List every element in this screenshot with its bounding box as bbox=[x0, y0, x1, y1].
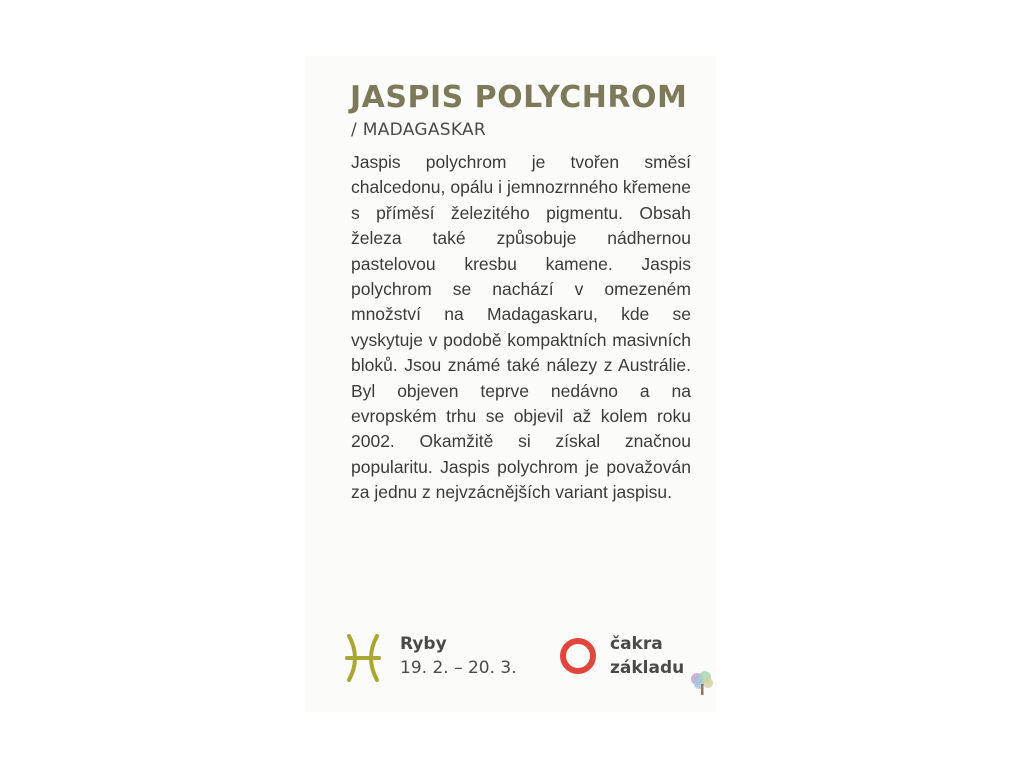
description-text: Jaspis polychrom je tvořen směsí chalcedonu, opálu i jemnozrnného křemene s příměsí železitého pigmentu. Obsah železa také způsobuje nádhernou pastelovou kresbu kamene. Jaspis polychrom se nachází v omezeném množství na Madagaskaru, kde se vyskytuje v podobě kompaktních masivních bloků. Jsou známé také nálezy z Austrálie. Byl objeven teprve nedávno a na evropském trhu se objevil až kolem roku 2002. Okamžitě si získal značnou popularitu. Jaspis polychrom je považován za jednu z nejvzácnějších variant jaspisu. bbox=[351, 152, 691, 503]
pisces-icon bbox=[343, 634, 383, 682]
page-title: JASPIS POLYCHROM bbox=[350, 80, 688, 115]
tree-icon bbox=[688, 670, 716, 696]
chakra-label-line2: základu bbox=[610, 658, 685, 678]
chakra-label-line1: čakra bbox=[610, 634, 663, 654]
zodiac-name: Ryby bbox=[400, 634, 447, 654]
origin-subtitle: / MADAGASKAR bbox=[351, 120, 487, 140]
zodiac-dates: 19. 2. – 20. 3. bbox=[400, 658, 517, 678]
chakra-ring-icon bbox=[560, 638, 596, 674]
